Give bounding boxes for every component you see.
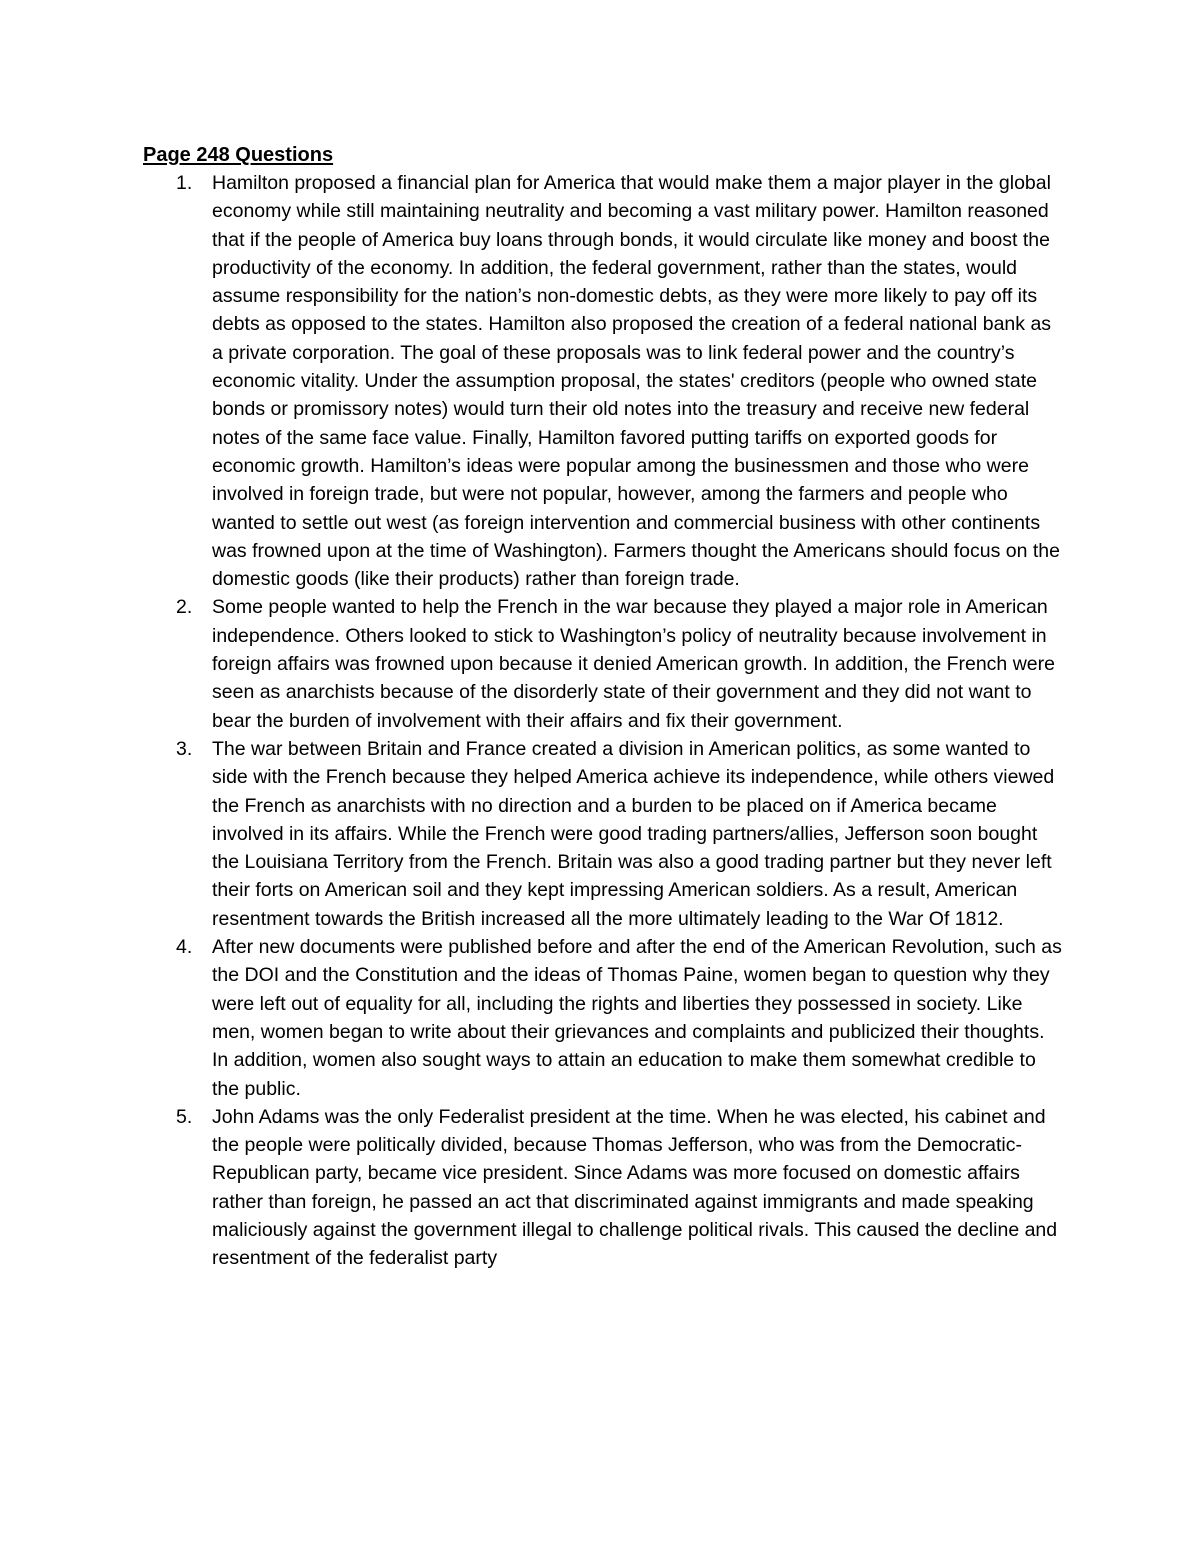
question-number: 2. <box>176 596 193 619</box>
question-answer-text: John Adams was the only Federalist president at the time. When he was elected, his cabinet and the people were politically divided, because Thomas Jefferson, who was from the Democratic-Republican party, became vice president. Since Adams was more focused on domestic affairs rather than foreign, he passed an act that discriminated against immigrants and made speaking maliciously against the government illegal to challenge political rivals. This caused the decline and resentment of the federalist party <box>212 1105 1058 1270</box>
question-number: 3. <box>176 737 193 760</box>
document-body <box>143 141 1063 1273</box>
question-number: 5. <box>176 1105 193 1128</box>
page-heading: Page 248 Questions <box>143 144 334 166</box>
question-answer-text: Hamilton proposed a financial plan for America that would make them a major player in the global economy while still maintaining neutrality and becoming a vast military power. Hamilton reasoned that if the people of America buy loans through bonds, it would circulate like money and boost the productivity of the economy. In addition, the federal government, rather than the states, would assume responsibility for the nation’s non-domestic debts, as they were more likely to pay off its debts as opposed to the states. Hamilton also proposed the creation of a federal national bank as a private corporation. The goal of these proposals was to link federal power and the country’s economic vitality. Under the assumption proposal, the states' creditors (people who owned state bonds or promissory notes) would turn their old notes into the treasury and receive new federal notes of the same face value. Finally, Hamilton favored putting tariffs on exported goods for economic growth. Hamilton’s ideas were popular among the businessmen and those who were involved in foreign trade, but were not popular, however, among the farmers and people who wanted to settle out west (as foreign intervention and commercial business with other continents was frowned upon at the time of Washington). Farmers thought the Americans should focus on the domestic goods (like their products) rather than foreign trade. <box>212 172 1060 591</box>
question-number: 4. <box>176 936 193 959</box>
question-list <box>143 169 1063 1273</box>
question-item-3 <box>143 735 1063 933</box>
question-item-5 <box>143 1103 1063 1273</box>
question-answer-text: After new documents were published before and after the end of the American Revolution, such as the DOI and the Constitution and the ideas of Thomas Paine, women began to question why they were left out of equality for all, including the rights and liberties they possessed in society. Like men, women began to write about their grievances and complaints and publicized their thoughts. In addition, women also sought ways to attain an education to make them somewhat credible to the public. <box>212 936 1062 1100</box>
question-item-1 <box>143 169 1063 593</box>
question-answer-text: Some people wanted to help the French in the war because they played a major role in American independence. Others looked to stick to Washington’s policy of neutrality because involvement in foreign affairs was frowned upon because it denied American growth. In addition, the French were seen as anarchists because of the disorderly state of their government and they did not want to bear the burden of involvement with their affairs and fix their government. <box>212 596 1055 732</box>
question-item-4 <box>143 933 1063 1103</box>
question-answer-text: The war between Britain and France created a division in American politics, as some wanted to side with the French because they helped America achieve its independence, while others viewed the French as anarchists with no direction and a burden to be placed on if America became involved in its affairs. While the French were good trading partners/allies, Jefferson soon bought the Louisiana Territory from the French. Britain was also a good trading partner but they never left their forts on American soil and they kept impressing American soldiers. As a result, American resentment towards the British increased all the more ultimately leading to the War Of 1812. <box>212 737 1055 930</box>
question-item-2 <box>143 593 1063 734</box>
question-number: 1. <box>176 172 193 194</box>
